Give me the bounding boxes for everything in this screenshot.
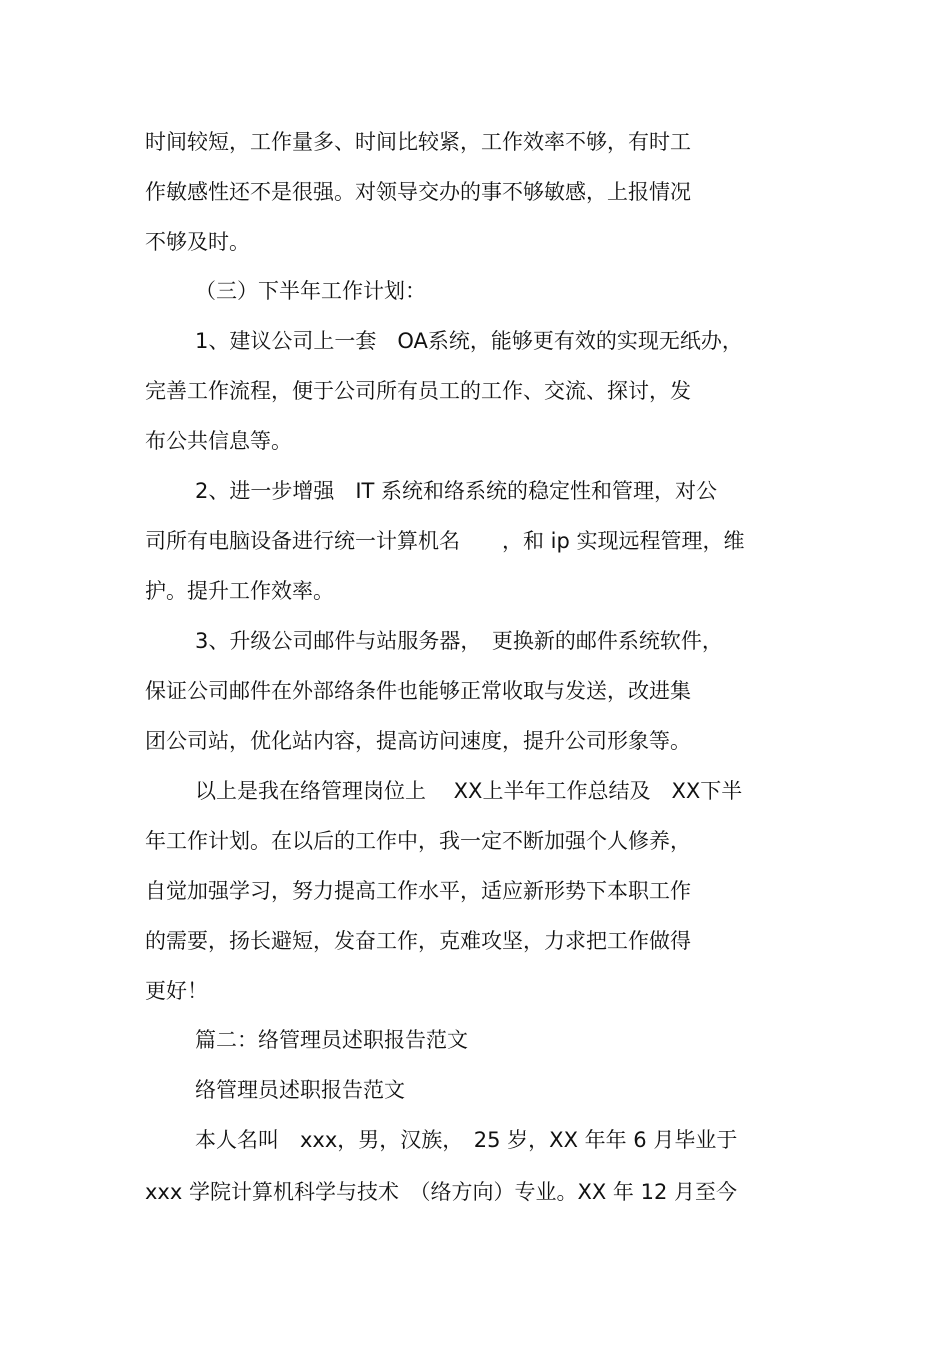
paragraph-line: 不够及时。 — [145, 230, 250, 254]
paragraph-line: 1、建议公司上一套 OA系统，能够更有效的实现无纸办， — [195, 329, 743, 353]
paragraph-line: 布公共信息等。 — [145, 429, 292, 453]
paragraph-line: 作敏感性还不是很强。对领导交办的事不够敏感，上报情况 — [145, 180, 691, 204]
paragraph-line: 3、升级公司邮件与站服务器， 更换新的邮件系统软件， — [195, 629, 723, 653]
paragraph-line: 司所有电脑设备进行统一计算机名 ，和 ip 实现远程管理，维 — [145, 529, 745, 553]
paragraph-line: 护。提升工作效率。 — [145, 579, 334, 603]
paragraph-line: 团公司站，优化站内容，提高访问速度，提升公司形象等。 — [145, 729, 691, 753]
paragraph-line: 以上是我在络管理岗位上 XX上半年工作总结及 XX下半 — [195, 779, 743, 803]
paragraph-line: 2、进一步增强 IT 系统和络系统的稳定性和管理，对公 — [195, 479, 718, 503]
section-heading: 篇二：络管理员述职报告范文 — [195, 1028, 468, 1052]
paragraph-line: 时间较短，工作量多、时间比较紧，工作效率不够，有时工 — [145, 130, 691, 154]
section-heading: （三）下半年工作计划： — [195, 279, 426, 303]
paragraph-line: 年工作计划。在以后的工作中，我一定不断加强个人修养， — [145, 829, 691, 853]
paragraph-line: xxx 学院计算机科学与技术 （络方向）专业。XX 年 12 月至今 — [145, 1180, 737, 1204]
paragraph-line: 自觉加强学习，努力提高工作水平，适应新形势下本职工作 — [145, 879, 691, 903]
paragraph-line: 的需要，扬长避短，发奋工作，克难攻坚，力求把工作做得 — [145, 929, 691, 953]
paragraph-line: 保证公司邮件在外部络条件也能够正常收取与发送，改进集 — [145, 679, 691, 703]
paragraph-line: 完善工作流程，便于公司所有员工的工作、交流、探讨，发 — [145, 379, 691, 403]
paragraph-line: 更好！ — [145, 979, 208, 1003]
paragraph-line: 本人名叫 xxx，男，汉族， 25 岁，XX 年年 6 月毕业于 — [195, 1128, 738, 1152]
subtitle: 络管理员述职报告范文 — [195, 1078, 405, 1102]
